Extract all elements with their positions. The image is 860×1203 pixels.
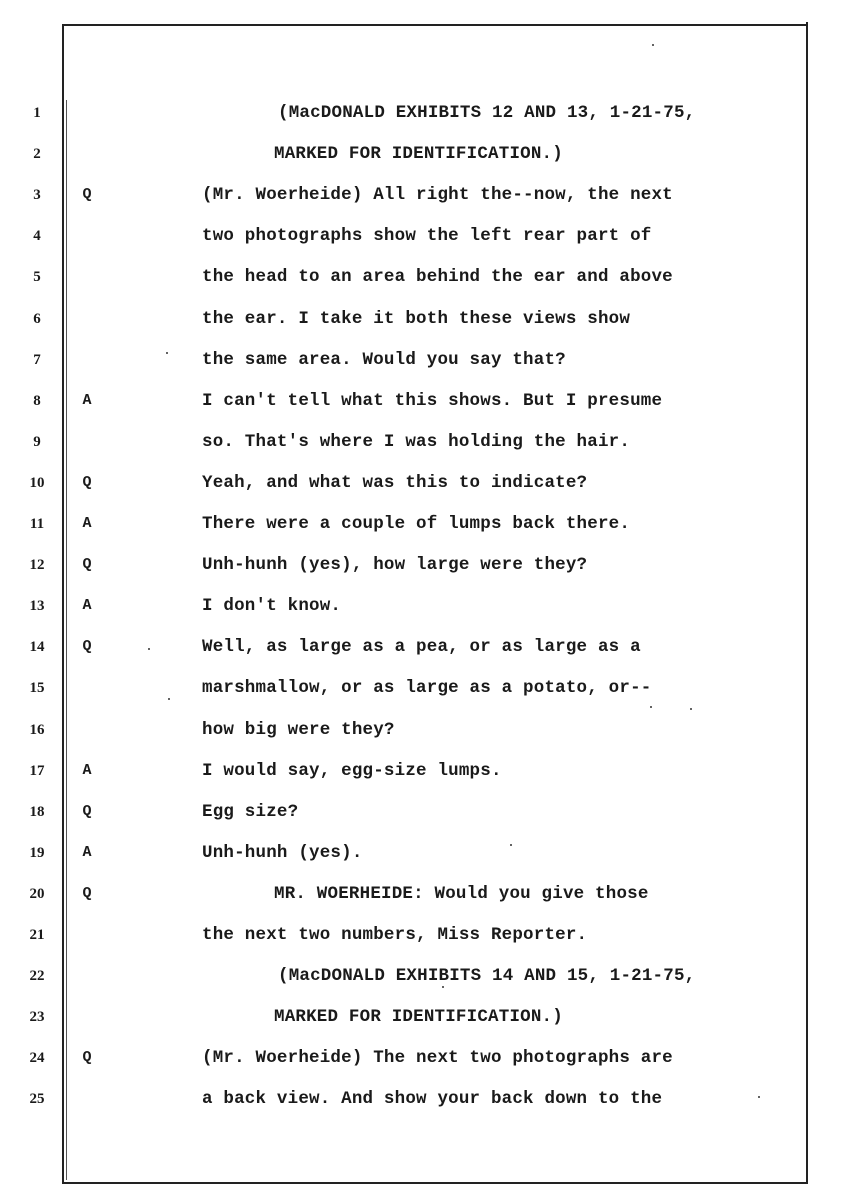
line-number: 9 — [33, 433, 41, 450]
line-number: 23 — [29, 1009, 45, 1026]
line-number: 19 — [29, 844, 45, 861]
line-text: Unh-hunh (yes). — [202, 842, 363, 863]
transcript-line — [0, 103, 860, 144]
line-number: 16 — [29, 721, 45, 738]
line-number: 12 — [29, 557, 45, 574]
line-text: two photographs show the left rear part of — [202, 226, 652, 247]
line-number: 18 — [29, 803, 45, 820]
transcript-line — [0, 1089, 860, 1130]
speaker-marker: Q — [82, 186, 92, 204]
transcript-line — [0, 884, 860, 925]
line-number: 1 — [33, 105, 41, 121]
line-text: MR. WOERHEIDE: Would you give those — [274, 883, 649, 904]
transcript-line — [0, 596, 860, 637]
transcript-line — [0, 966, 860, 1007]
line-number: 24 — [29, 1050, 45, 1067]
transcript-line — [0, 144, 860, 185]
line-number: 3 — [33, 187, 41, 204]
line-text: (MacDONALD EXHIBITS 14 AND 15, 1-21-75, — [278, 966, 696, 987]
transcript-line — [0, 473, 860, 514]
line-text: so. That's where I was holding the hair. — [202, 431, 631, 452]
line-text: how big were they? — [202, 719, 395, 740]
scan-speck — [690, 708, 692, 710]
line-text: I can't tell what this shows. But I presume — [202, 390, 663, 411]
page-border-top — [62, 24, 808, 26]
speaker-marker: A — [82, 761, 92, 779]
line-number: 2 — [33, 146, 41, 163]
line-text: Unh-hunh (yes), how large were they? — [202, 555, 588, 576]
transcript-line — [0, 1048, 860, 1089]
line-text: the next two numbers, Miss Reporter. — [202, 925, 588, 945]
transcript-line — [0, 555, 860, 596]
transcript-line — [0, 267, 860, 308]
line-text: Well, as large as a pea, or as large as a — [202, 637, 641, 658]
line-text: Yeah, and what was this to indicate? — [202, 472, 588, 493]
line-text: I would say, egg-size lumps. — [202, 760, 502, 781]
line-text: (Mr. Woerheide) All right the--now, the next — [202, 185, 673, 206]
speaker-marker: Q — [82, 802, 92, 820]
line-number: 4 — [33, 228, 41, 245]
line-number: 5 — [33, 269, 41, 286]
line-number: 7 — [33, 351, 41, 368]
line-text: MARKED FOR IDENTIFICATION.) — [274, 1007, 563, 1028]
scan-speck — [510, 844, 512, 846]
scan-speck — [758, 1096, 760, 1098]
transcript-line — [0, 309, 860, 350]
scan-speck — [442, 986, 444, 988]
line-number: 13 — [29, 598, 45, 615]
line-text: the same area. Would you say that? — [202, 349, 566, 370]
line-text: the ear. I take it both these views show — [202, 308, 631, 329]
speaker-marker: Q — [82, 1049, 92, 1067]
speaker-marker: Q — [82, 473, 92, 491]
line-number: 10 — [29, 474, 45, 491]
line-text: There were a couple of lumps back there. — [202, 514, 631, 534]
line-number: 20 — [29, 885, 45, 902]
line-number: 14 — [29, 639, 45, 656]
transcript-line — [0, 720, 860, 761]
transcript-line — [0, 1007, 860, 1048]
transcript-line — [0, 350, 860, 391]
speaker-marker: A — [82, 391, 92, 409]
scan-speck — [652, 44, 654, 46]
line-number: 22 — [29, 968, 45, 985]
line-text: a back view. And show your back down to the — [202, 1089, 663, 1110]
line-number: 21 — [29, 927, 45, 943]
transcript-line — [0, 432, 860, 473]
transcript-line — [0, 391, 860, 432]
transcript-line — [0, 802, 860, 843]
line-text: (Mr. Woerheide) The next two photographs are — [202, 1048, 673, 1069]
line-text: (MacDONALD EXHIBITS 12 AND 13, 1-21-75, — [278, 103, 696, 123]
speaker-marker: A — [82, 597, 92, 615]
line-number: 15 — [29, 680, 45, 697]
transcript-line — [0, 678, 860, 719]
line-number: 25 — [29, 1091, 45, 1108]
line-text: I don't know. — [202, 596, 342, 617]
line-number: 11 — [29, 516, 45, 532]
speaker-marker: Q — [82, 884, 92, 902]
transcript-line — [0, 843, 860, 884]
line-text: Egg size? — [202, 801, 299, 822]
transcript-line — [0, 514, 860, 555]
speaker-marker: Q — [82, 638, 92, 656]
speaker-marker: A — [82, 843, 92, 861]
line-text: MARKED FOR IDENTIFICATION.) — [274, 144, 563, 165]
transcript-line — [0, 637, 860, 678]
scan-speck — [166, 352, 168, 354]
page-border-bottom — [62, 1182, 808, 1184]
line-number: 8 — [33, 392, 41, 409]
speaker-marker: Q — [82, 556, 92, 574]
transcript-line — [0, 185, 860, 226]
scan-speck — [650, 706, 652, 708]
scan-speck — [148, 648, 150, 650]
speaker-marker: A — [82, 515, 92, 532]
transcript-line — [0, 226, 860, 267]
scan-speck — [168, 698, 170, 700]
transcript-line — [0, 761, 860, 802]
line-text: marshmallow, or as large as a potato, or-- — [202, 678, 652, 699]
line-number: 17 — [29, 762, 45, 779]
line-text: the head to an area behind the ear and above — [202, 267, 673, 288]
transcript-line — [0, 925, 860, 966]
line-number: 6 — [33, 310, 41, 327]
